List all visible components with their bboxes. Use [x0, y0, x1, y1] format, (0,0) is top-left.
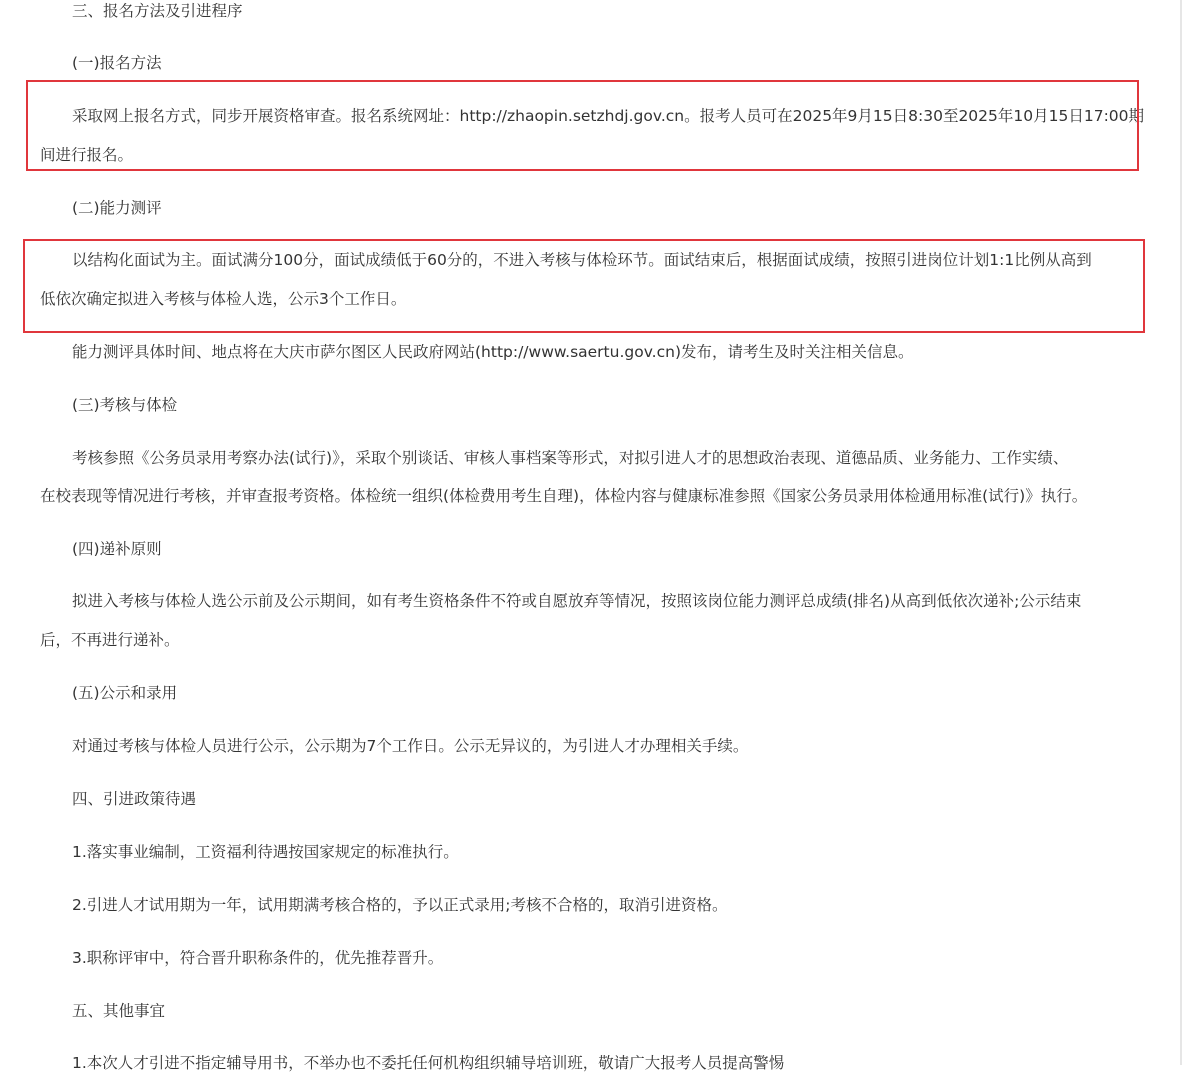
inspection-paragraph-line-1: 考核参照《公务员录用考察办法(试行)》，采取个别谈话、审核人事档案等形式，对拟引进人才的思想政治表现、道德品质、业务能力、工作实绩、 [72, 449, 1069, 467]
policy-item-3: 3.职称评审中，符合晋升职称条件的，优先推荐晋升。 [72, 949, 444, 967]
subsection-assessment-heading: (二)能力测评 [72, 199, 162, 217]
registration-paragraph-line-2: 间进行报名。 [40, 146, 134, 164]
highlight-box-interview [23, 239, 1145, 333]
subsection-registration-heading: (一)报名方法 [72, 54, 162, 72]
interview-paragraph-line-2: 低依次确定拟进入考核与体检人选，公示3个工作日。 [40, 290, 407, 308]
policy-item-2: 2.引进人才试用期为一年，试用期满考核合格的，予以正式录用;考核不合格的，取消引进资格。 [72, 896, 728, 914]
substitution-paragraph-line-2: 后，不再进行递补。 [40, 631, 180, 649]
registration-paragraph-line-1: 采取网上报名方式，同步开展资格审查。报名系统网址：http://zhaopin.setzhdj.gov.cn。报考人员可在2025年9月15日8:30至2025年10月15日17:00期 [72, 107, 1145, 125]
subsection-publicity-heading: (五)公示和录用 [72, 684, 178, 702]
section-3-heading: 三、报名方法及引进程序 [72, 2, 243, 20]
highlight-box-registration [26, 80, 1139, 171]
interview-paragraph-line-1: 以结构化面试为主。面试满分100分，面试成绩低于60分的，不进入考核与体检环节。面试结束后，根据面试成绩，按照引进岗位计划1:1比例从高到 [72, 251, 1092, 269]
section-4-heading: 四、引进政策待遇 [72, 790, 197, 808]
subsection-substitution-heading: (四)递补原则 [72, 540, 162, 558]
section-5-heading: 五、其他事宜 [72, 1002, 166, 1020]
policy-item-1: 1.落实事业编制，工资福利待遇按国家规定的标准执行。 [72, 843, 459, 861]
other-item-1-partial: 1.本次人才引进不指定辅导用书，不举办也不委托任何机构组织辅导培训班，敬请广大报考人员提高警惕 [72, 1054, 785, 1072]
inspection-paragraph-line-2: 在校表现等情况进行考核，并审查报考资格。体检统一组织(体检费用考生自理)，体检内容与健康标准参照《国家公务员录用体检通用标准(试行)》执行。 [40, 487, 1088, 505]
subsection-inspection-heading: (三)考核与体检 [72, 396, 178, 414]
assessment-notice-paragraph: 能力测评具体时间、地点将在大庆市萨尔图区人民政府网站(http://www.saertu.gov.cn)发布，请考生及时关注相关信息。 [72, 343, 914, 361]
publicity-paragraph: 对通过考核与体检人员进行公示，公示期为7个工作日。公示无异议的，为引进人才办理相关手续。 [72, 737, 749, 755]
substitution-paragraph-line-1: 拟进入考核与体检人选公示前及公示期间，如有考生资格条件不符或自愿放弃等情况，按照该岗位能力测评总成绩(排名)从高到低依次递补;公示结束 [72, 592, 1082, 610]
